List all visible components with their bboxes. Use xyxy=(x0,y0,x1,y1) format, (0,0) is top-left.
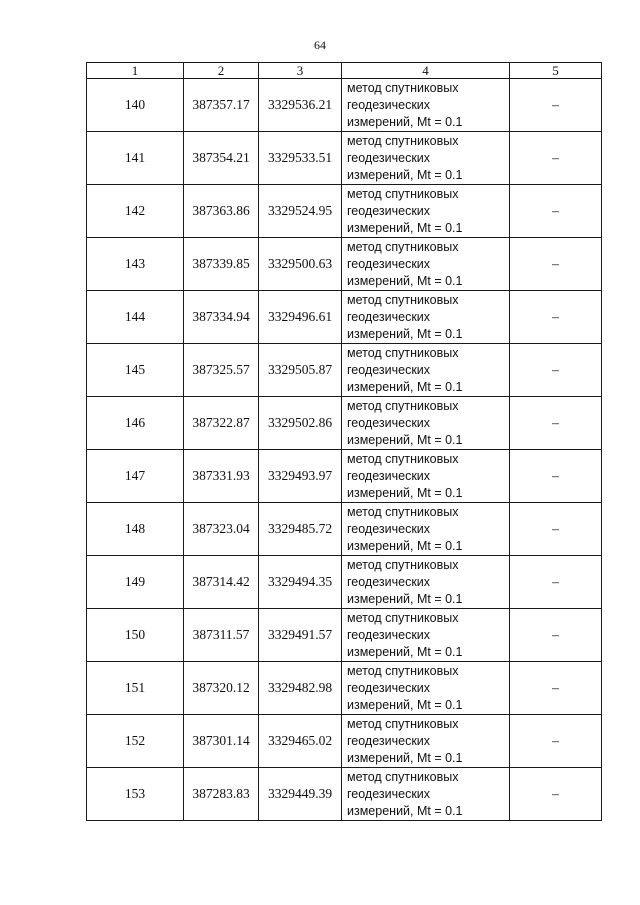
coordinates-table xyxy=(86,62,602,821)
column-header-5: 5 xyxy=(510,63,602,79)
y-coordinate-cell: 3329505.87 xyxy=(259,344,342,397)
y-coordinate-cell: 3329524.95 xyxy=(259,185,342,238)
column-header-2: 2 xyxy=(184,63,259,79)
method-line: измерений, Mt = 0.1 xyxy=(347,697,463,712)
note-cell: – xyxy=(510,397,602,450)
point-number-cell: 151 xyxy=(87,662,184,715)
method-cell xyxy=(342,238,510,291)
y-coordinate-cell: 3329493.97 xyxy=(259,450,342,503)
method-line: измерений, Mt = 0.1 xyxy=(347,750,463,765)
point-number-cell: 150 xyxy=(87,609,184,662)
point-number-cell: 143 xyxy=(87,238,184,291)
method-line: измерений, Mt = 0.1 xyxy=(347,114,463,129)
table-row xyxy=(87,556,602,609)
note-cell: – xyxy=(510,715,602,768)
table-row xyxy=(87,503,602,556)
y-coordinate-cell: 3329491.57 xyxy=(259,609,342,662)
method-line: метод спутниковых xyxy=(347,663,459,678)
method-cell xyxy=(342,768,510,821)
method-cell xyxy=(342,79,510,132)
method-line: измерений, Mt = 0.1 xyxy=(347,220,463,235)
point-number-cell: 145 xyxy=(87,344,184,397)
method-cell xyxy=(342,503,510,556)
y-coordinate-cell: 3329494.35 xyxy=(259,556,342,609)
method-cell xyxy=(342,344,510,397)
method-line: метод спутниковых xyxy=(347,504,459,519)
table-row xyxy=(87,715,602,768)
note-cell: – xyxy=(510,662,602,715)
method-line: измерений, Mt = 0.1 xyxy=(347,591,463,606)
point-number-cell: 144 xyxy=(87,291,184,344)
note-cell: – xyxy=(510,503,602,556)
table-row xyxy=(87,450,602,503)
note-cell: – xyxy=(510,79,602,132)
method-line: геодезических xyxy=(347,627,431,642)
y-coordinate-cell: 3329465.02 xyxy=(259,715,342,768)
method-cell xyxy=(342,397,510,450)
note-cell: – xyxy=(510,291,602,344)
y-coordinate-cell: 3329485.72 xyxy=(259,503,342,556)
page-number: 64 xyxy=(314,38,326,52)
column-header-1: 1 xyxy=(87,63,184,79)
x-coordinate-cell: 387323.04 xyxy=(184,503,259,556)
y-coordinate-cell: 3329500.63 xyxy=(259,238,342,291)
x-coordinate-cell: 387301.14 xyxy=(184,715,259,768)
note-cell: – xyxy=(510,132,602,185)
table-row xyxy=(87,397,602,450)
header-row xyxy=(87,63,602,79)
note-cell: – xyxy=(510,450,602,503)
note-cell: – xyxy=(510,556,602,609)
method-line: геодезических xyxy=(347,203,431,218)
y-coordinate-cell: 3329533.51 xyxy=(259,132,342,185)
x-coordinate-cell: 387311.57 xyxy=(184,609,259,662)
note-cell: – xyxy=(510,238,602,291)
x-coordinate-cell: 387320.12 xyxy=(184,662,259,715)
y-coordinate-cell: 3329536.21 xyxy=(259,79,342,132)
method-cell xyxy=(342,609,510,662)
column-header-3: 3 xyxy=(259,63,342,79)
method-line: геодезических xyxy=(347,97,431,112)
table-row xyxy=(87,291,602,344)
method-line: геодезических xyxy=(347,574,431,589)
method-line: измерений, Mt = 0.1 xyxy=(347,326,463,341)
method-cell xyxy=(342,556,510,609)
point-number-cell: 148 xyxy=(87,503,184,556)
note-cell: – xyxy=(510,344,602,397)
method-line: измерений, Mt = 0.1 xyxy=(347,379,463,394)
method-line: метод спутниковых xyxy=(347,133,459,148)
method-line: геодезических xyxy=(347,786,431,801)
method-line: метод спутниковых xyxy=(347,80,459,95)
method-line: измерений, Mt = 0.1 xyxy=(347,485,463,500)
method-line: измерений, Mt = 0.1 xyxy=(347,273,463,288)
table-row xyxy=(87,609,602,662)
x-coordinate-cell: 387357.17 xyxy=(184,79,259,132)
x-coordinate-cell: 387325.57 xyxy=(184,344,259,397)
method-line: метод спутниковых xyxy=(347,716,459,731)
point-number-cell: 146 xyxy=(87,397,184,450)
point-number-cell: 141 xyxy=(87,132,184,185)
note-cell: – xyxy=(510,609,602,662)
table-row xyxy=(87,79,602,132)
method-line: метод спутниковых xyxy=(347,557,459,572)
method-cell xyxy=(342,132,510,185)
method-line: геодезических xyxy=(347,256,431,271)
x-coordinate-cell: 387283.83 xyxy=(184,768,259,821)
method-line: геодезических xyxy=(347,468,431,483)
method-line: метод спутниковых xyxy=(347,398,459,413)
method-line: метод спутниковых xyxy=(347,451,459,466)
column-header-4: 4 xyxy=(342,63,510,79)
x-coordinate-cell: 387334.94 xyxy=(184,291,259,344)
y-coordinate-cell: 3329502.86 xyxy=(259,397,342,450)
x-coordinate-cell: 387339.85 xyxy=(184,238,259,291)
method-line: метод спутниковых xyxy=(347,610,459,625)
method-line: геодезических xyxy=(347,733,431,748)
point-number-cell: 153 xyxy=(87,768,184,821)
method-line: геодезических xyxy=(347,362,431,377)
point-number-cell: 149 xyxy=(87,556,184,609)
method-line: метод спутниковых xyxy=(347,292,459,307)
table-body xyxy=(87,79,602,821)
method-cell xyxy=(342,715,510,768)
method-line: метод спутниковых xyxy=(347,186,459,201)
note-cell: – xyxy=(510,768,602,821)
method-line: метод спутниковых xyxy=(347,239,459,254)
method-cell xyxy=(342,662,510,715)
method-cell xyxy=(342,291,510,344)
y-coordinate-cell: 3329482.98 xyxy=(259,662,342,715)
method-line: геодезических xyxy=(347,309,431,324)
method-line: метод спутниковых xyxy=(347,345,459,360)
point-number-cell: 140 xyxy=(87,79,184,132)
method-line: геодезических xyxy=(347,521,431,536)
x-coordinate-cell: 387322.87 xyxy=(184,397,259,450)
method-line: измерений, Mt = 0.1 xyxy=(347,432,463,447)
table-row xyxy=(87,662,602,715)
method-line: измерений, Mt = 0.1 xyxy=(347,803,463,818)
point-number-cell: 147 xyxy=(87,450,184,503)
note-cell: – xyxy=(510,185,602,238)
table-row xyxy=(87,132,602,185)
table-row xyxy=(87,238,602,291)
table-row xyxy=(87,344,602,397)
method-line: измерений, Mt = 0.1 xyxy=(347,644,463,659)
x-coordinate-cell: 387363.86 xyxy=(184,185,259,238)
method-line: геодезических xyxy=(347,415,431,430)
method-line: геодезических xyxy=(347,150,431,165)
method-line: метод спутниковых xyxy=(347,769,459,784)
method-line: измерений, Mt = 0.1 xyxy=(347,167,463,182)
point-number-cell: 142 xyxy=(87,185,184,238)
method-line: измерений, Mt = 0.1 xyxy=(347,538,463,553)
method-line: геодезических xyxy=(347,680,431,695)
x-coordinate-cell: 387354.21 xyxy=(184,132,259,185)
point-number-cell: 152 xyxy=(87,715,184,768)
y-coordinate-cell: 3329449.39 xyxy=(259,768,342,821)
x-coordinate-cell: 387314.42 xyxy=(184,556,259,609)
method-cell xyxy=(342,450,510,503)
y-coordinate-cell: 3329496.61 xyxy=(259,291,342,344)
x-coordinate-cell: 387331.93 xyxy=(184,450,259,503)
table-row xyxy=(87,185,602,238)
table-row xyxy=(87,768,602,821)
method-cell xyxy=(342,185,510,238)
